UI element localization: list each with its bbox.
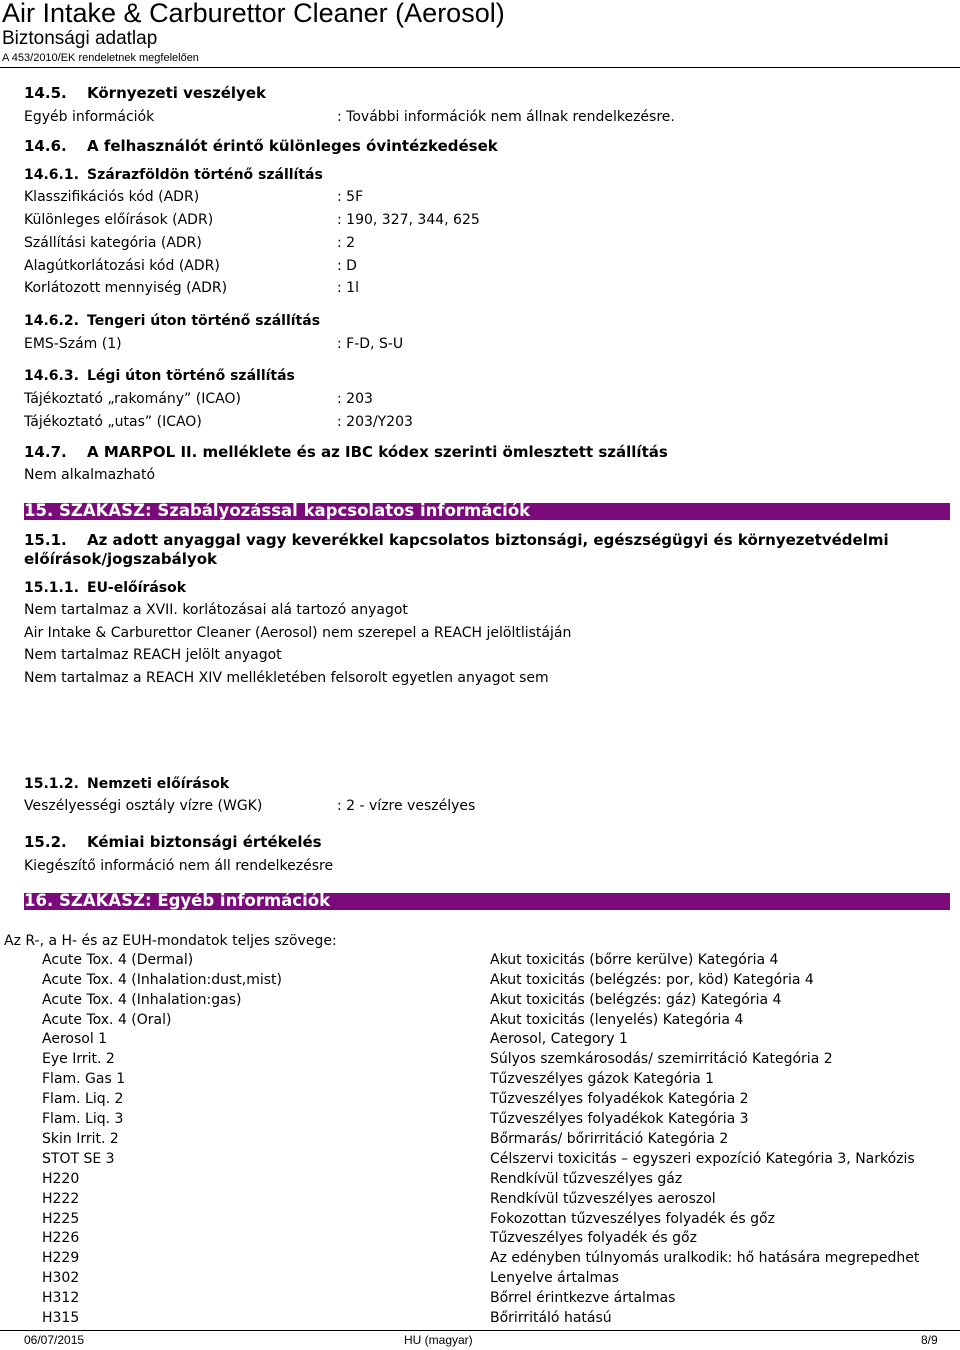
- icao-row-label: Tájékoztató „utas” (ICAO): [24, 414, 202, 430]
- hazard-description: Akut toxicitás (lenyelés) Kategória 4: [490, 1012, 744, 1028]
- section-14-5-title: Környezeti veszélyek: [87, 84, 266, 102]
- hazard-description: Tűzveszélyes folyadékok Kategória 3: [490, 1111, 749, 1127]
- section-14-6-2-title: Tengeri úton történő szállítás: [87, 313, 321, 329]
- hazard-code: H302: [42, 1270, 80, 1286]
- section-15-1-number: 15.1.: [24, 531, 67, 549]
- hazard-code: Eye Irrit. 2: [42, 1051, 115, 1067]
- section-15-title: 15. SZAKASZ: Szabályozással kapcsolatos információk: [24, 503, 531, 520]
- footer-page-number: 8/9: [921, 1333, 938, 1347]
- section-15-heading: [24, 503, 950, 520]
- hazard-code: H222: [42, 1191, 80, 1207]
- section-16-heading: [24, 893, 950, 910]
- hazard-description: Bőrirritáló hatású: [490, 1310, 612, 1326]
- hazard-intro: Az R-, a H- és az EUH-mondatok teljes szövege:: [4, 933, 337, 949]
- hazard-description: Tűzveszélyes folyadék és gőz: [490, 1230, 697, 1246]
- hazard-description: Aerosol, Category 1: [490, 1031, 628, 1047]
- section-14-7-title: A MARPOL II. melléklete és az IBC kódex szerinti ömlesztett szállítás: [87, 443, 668, 461]
- hazard-description: Az edényben túlnyomás uralkodik: hő hatására megrepedhet: [490, 1250, 920, 1266]
- hazard-code: H312: [42, 1290, 80, 1306]
- hazard-code: Acute Tox. 4 (Dermal): [42, 952, 194, 968]
- hazard-code: H225: [42, 1211, 80, 1227]
- section-14-6-3-number: 14.6.3.: [24, 368, 79, 384]
- section-15-1-2-title: Nemzeti előírások: [87, 776, 230, 792]
- ems-value: : F-D, S-U: [337, 336, 404, 352]
- hazard-code: Skin Irrit. 2: [42, 1131, 119, 1147]
- adr-row-value: : 2: [337, 235, 356, 251]
- adr-row-label: Alagútkorlátozási kód (ADR): [24, 258, 220, 274]
- hazard-description: Tűzveszélyes gázok Kategória 1: [490, 1071, 715, 1087]
- hazard-code: H226: [42, 1230, 80, 1246]
- eu-regulation-line: Nem tartalmaz a XVII. korlátozásai alá tartozó anyagot: [24, 602, 408, 618]
- icao-row-label: Tájékoztató „rakomány” (ICAO): [24, 391, 241, 407]
- regulation-note: A 453/2010/EK rendeletnek megfelelően: [2, 52, 199, 64]
- footer-language: HU (magyar): [404, 1333, 473, 1347]
- section-14-5-number: 14.5.: [24, 84, 67, 102]
- section-16-title: 16. SZAKASZ: Egyéb információk: [24, 893, 331, 910]
- section-15-1-1-title: EU-előírások: [87, 580, 187, 596]
- section-15-1-2-number: 15.1.2.: [24, 776, 79, 792]
- hazard-description: Célszervi toxicitás – egyszeri expozíció Kategória 3, Narkózis: [490, 1151, 915, 1167]
- hazard-code: Flam. Liq. 2: [42, 1091, 124, 1107]
- eu-regulation-line: Air Intake & Carburettor Cleaner (Aerosol) nem szerepel a REACH jelöltlistáján: [24, 625, 572, 641]
- section-15-1-1-number: 15.1.1.: [24, 580, 79, 596]
- adr-row-value: : 5F: [337, 189, 364, 205]
- hazard-code: H220: [42, 1171, 80, 1187]
- hazard-description: Súlyos szemkárosodás/ szemirritáció Kategória 2: [490, 1051, 833, 1067]
- section-14-6-number: 14.6.: [24, 137, 67, 155]
- adr-row-value: : 190, 327, 344, 625: [337, 212, 480, 228]
- chemical-safety-text: Kiegészítő információ nem áll rendelkezésre: [24, 858, 334, 874]
- hazard-description: Rendkívül tűzveszélyes aeroszol: [490, 1191, 716, 1207]
- section-15-1-title-line2: előírások/jogszabályok: [24, 550, 217, 568]
- hazard-description: Fokozottan tűzveszélyes folyadék és gőz: [490, 1211, 775, 1227]
- hazard-code: Acute Tox. 4 (Inhalation:gas): [42, 992, 242, 1008]
- hazard-code: Flam. Liq. 3: [42, 1111, 124, 1127]
- section-15-1-title-line1: Az adott anyaggal vagy keverékkel kapcsolatos biztonsági, egészségügyi és környezetvédelmi: [87, 531, 889, 549]
- hazard-code: STOT SE 3: [42, 1151, 115, 1167]
- adr-row-label: Különleges előírások (ADR): [24, 212, 214, 228]
- eu-regulation-line: Nem tartalmaz a REACH XIV mellékletében felsorolt egyetlen anyagot sem: [24, 670, 549, 686]
- hazard-description: Rendkívül tűzveszélyes gáz: [490, 1171, 683, 1187]
- footer-date: 06/07/2015: [24, 1333, 85, 1347]
- hazard-description: Bőrmarás/ bőrirritáció Kategória 2: [490, 1131, 729, 1147]
- hazard-description: Lenyelve ártalmas: [490, 1270, 619, 1286]
- other-info-value: : További információk nem állnak rendelkezésre.: [337, 109, 675, 125]
- section-14-6-1-number: 14.6.1.: [24, 167, 79, 183]
- adr-row-value: : D: [337, 258, 357, 274]
- footer-divider: [0, 1330, 960, 1331]
- adr-row-label: Szállítási kategória (ADR): [24, 235, 202, 251]
- section-15-2-number: 15.2.: [24, 833, 67, 851]
- header-divider: [0, 67, 960, 68]
- section-15-2-title: Kémiai biztonsági értékelés: [87, 833, 322, 851]
- icao-row-value: : 203: [337, 391, 373, 407]
- section-14-6-1-title: Szárazföldön történő szállítás: [87, 167, 323, 183]
- document-subtitle: Biztonsági adatlap: [2, 28, 158, 49]
- ems-label: EMS-Szám (1): [24, 336, 122, 352]
- section-14-7-number: 14.7.: [24, 443, 67, 461]
- section-14-6-3-title: Légi úton történő szállítás: [87, 368, 295, 384]
- hazard-code: Aerosol 1: [42, 1031, 108, 1047]
- hazard-code: H315: [42, 1310, 80, 1326]
- adr-row-value: : 1l: [337, 280, 359, 296]
- hazard-description: Akut toxicitás (belégzés: por, köd) Kategória 4: [490, 972, 814, 988]
- icao-row-value: : 203/Y203: [337, 414, 413, 430]
- hazard-description: Bőrrel érintkezve ártalmas: [490, 1290, 676, 1306]
- hazard-description: Tűzveszélyes folyadékok Kategória 2: [490, 1091, 749, 1107]
- other-info-label: Egyéb információk: [24, 109, 155, 125]
- hazard-code: H229: [42, 1250, 80, 1266]
- marpol-text: Nem alkalmazható: [24, 467, 156, 483]
- hazard-code: Acute Tox. 4 (Oral): [42, 1012, 172, 1028]
- hazard-code: Flam. Gas 1: [42, 1071, 126, 1087]
- eu-regulation-line: Nem tartalmaz REACH jelölt anyagot: [24, 647, 282, 663]
- section-14-6-2-number: 14.6.2.: [24, 313, 79, 329]
- wgk-value: : 2 - vízre veszélyes: [337, 798, 476, 814]
- adr-row-label: Korlátozott mennyiség (ADR): [24, 280, 228, 296]
- hazard-description: Akut toxicitás (belégzés: gáz) Kategória 4: [490, 992, 782, 1008]
- adr-row-label: Klasszifikációs kód (ADR): [24, 189, 200, 205]
- wgk-label: Veszélyességi osztály vízre (WGK): [24, 798, 263, 814]
- section-14-6-title: A felhasználót érintő különleges óvintézkedések: [87, 137, 498, 155]
- hazard-description: Akut toxicitás (bőrre kerülve) Kategória 4: [490, 952, 779, 968]
- hazard-code: Acute Tox. 4 (Inhalation:dust,mist): [42, 972, 282, 988]
- document-title: Air Intake & Carburettor Cleaner (Aerosol): [2, 0, 505, 28]
